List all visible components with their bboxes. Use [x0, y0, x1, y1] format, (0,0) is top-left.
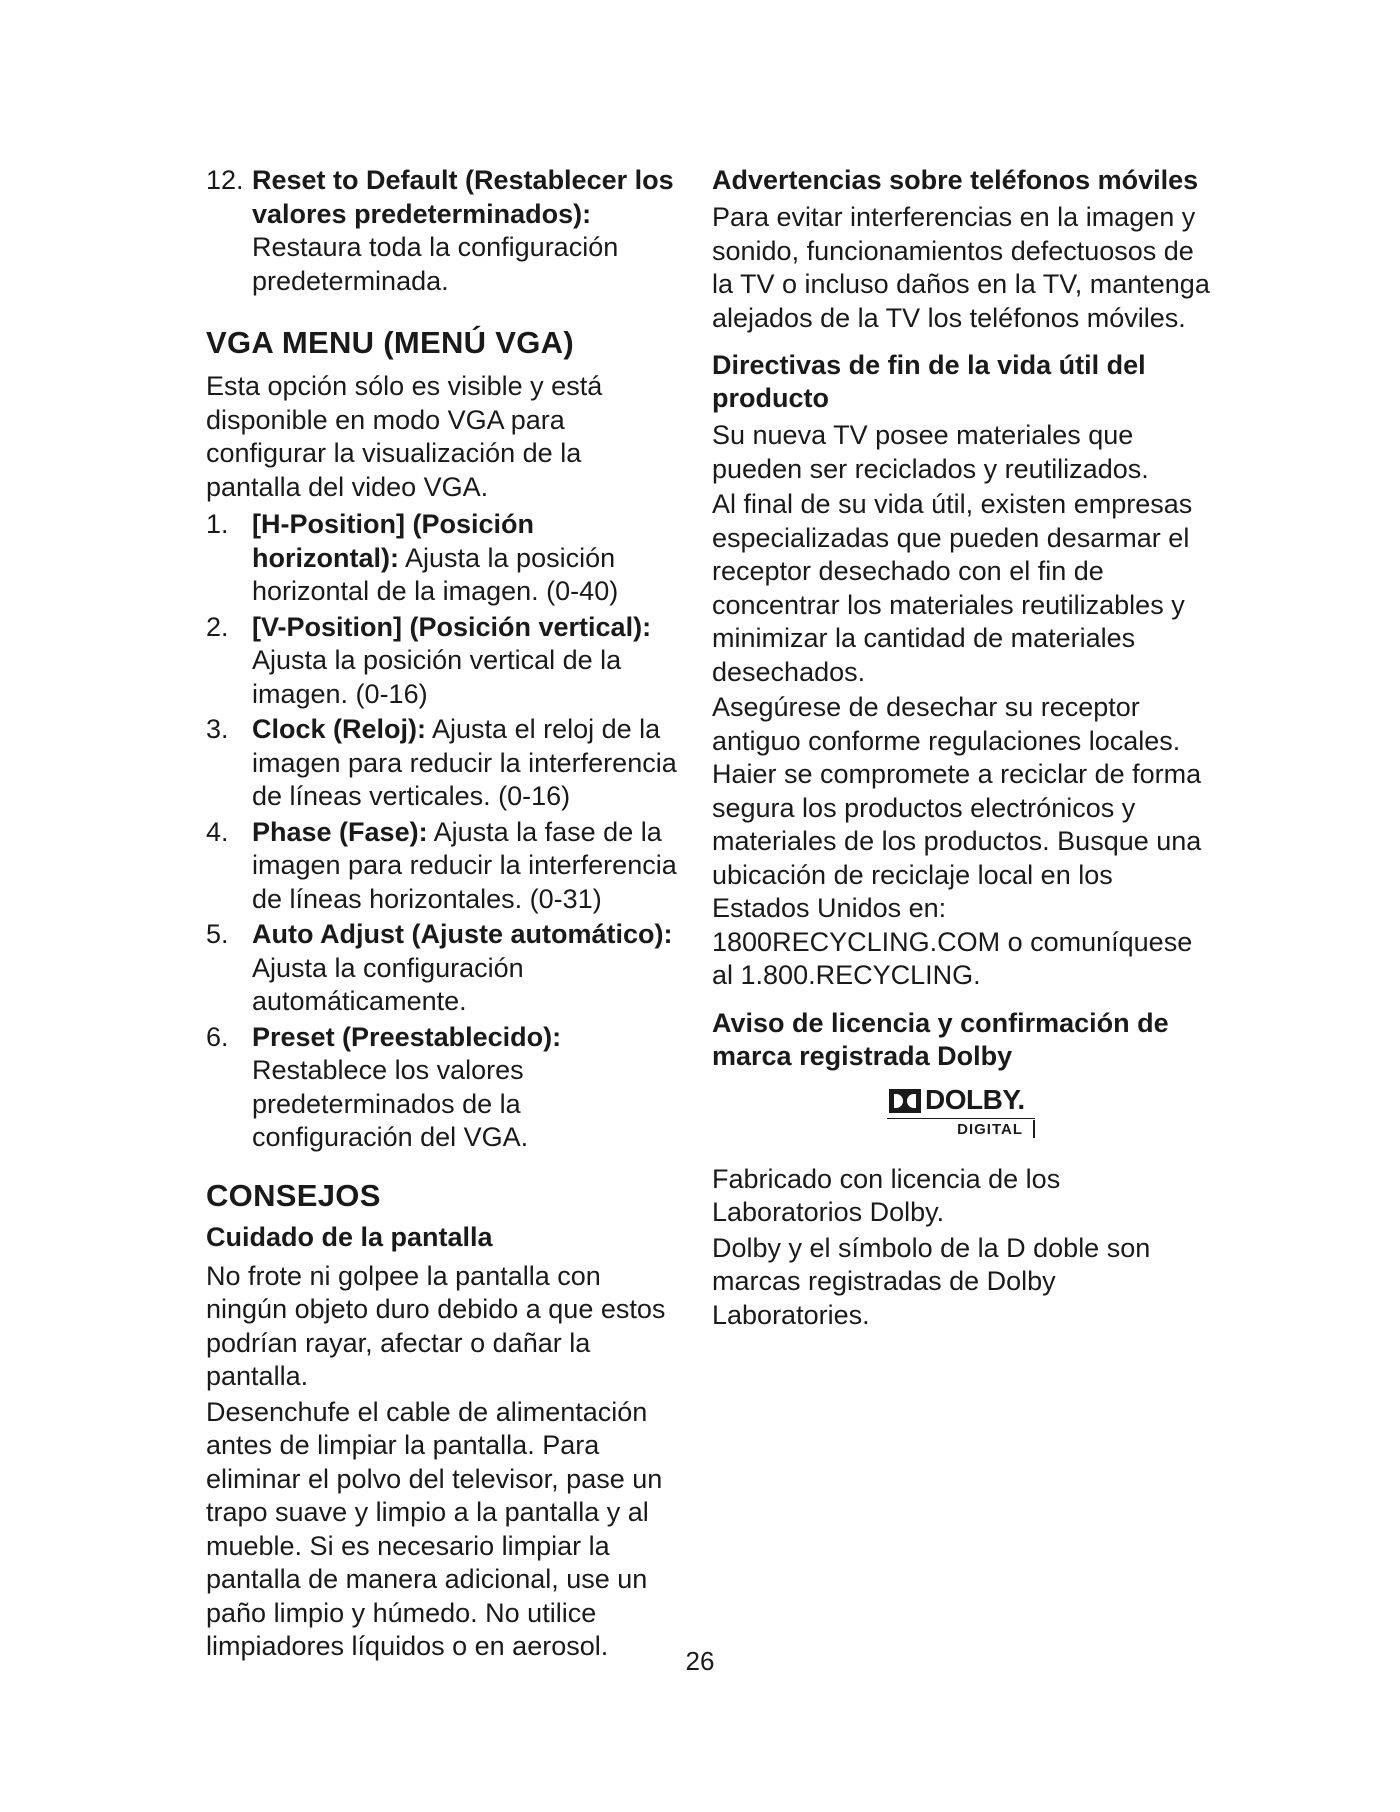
item-number: 6.: [206, 1021, 229, 1052]
dolby-logo: [712, 1083, 1212, 1139]
list-item: [206, 508, 681, 609]
item-title: Clock (Reloj):: [252, 714, 427, 744]
section-heading-consejos: CONSEJOS: [206, 1177, 381, 1213]
item-title: Phase (Fase):: [252, 816, 428, 847]
item-number: 2.: [206, 611, 229, 642]
item-text: Ajusta la configuración automáticamente.: [252, 952, 524, 1016]
item-number: 1.: [206, 509, 229, 539]
item-number: 12.: [206, 165, 244, 195]
vga-intro: Esta opción sólo es visible y está disponible en modo VGA para configurar la visualización de la pantalla del video VGA.: [206, 371, 603, 502]
subheading-moviles: Advertencias sobre teléfonos móviles: [712, 165, 1199, 195]
dolby-logo-rule: [887, 1118, 1035, 1119]
paragraph: Su nueva TV posee materiales que pueden ser reciclados y reutilizados.: [712, 420, 1149, 484]
item-text: Ajusta la posición horizontal de la imagen. (0-40): [252, 542, 619, 606]
item-text: Ajusta la posición vertical de la imagen. (0-16): [252, 645, 622, 709]
item-title: Preset (Preestablecido):: [252, 1021, 562, 1052]
dolby-logo-sub: DIGITAL: [957, 1120, 1023, 1138]
paragraph: Para evitar interferencias en la imagen y sonido, funcionamientos defectuosos de la TV o incluso daños en la TV, mantenga alejados de la TV los teléfonos móviles.: [712, 202, 1210, 333]
item-text: Restablece los valores predeterminados de la configuración del VGA.: [252, 1055, 529, 1152]
paragraph: Fabricado con licencia de los Laboratorios Dolby.: [712, 1163, 1061, 1227]
list-item: [206, 164, 681, 298]
list-item: [206, 816, 681, 917]
double-d-icon: [889, 1089, 921, 1113]
list-item: [206, 918, 681, 1019]
subheading-cuidado: Cuidado de la pantalla: [206, 1221, 493, 1252]
section-heading-vga: VGA MENU (MENÚ VGA): [206, 325, 574, 360]
item-text: Ajusta la fase de la imagen para reducir la interferencia de líneas horizontales. (0-31): [252, 816, 677, 914]
left-column: [206, 164, 681, 1664]
paragraph: Desenchufe el cable de alimentación antes de limpiar la pantalla. Para eliminar el polvo del televisor, pase un trapo suave y limpio a la pantalla y al mueble. Si es necesario limpiar la pantalla de manera adicional, use un paño limpio y húmedo. No utilice limpiadores líquidos o en aerosol.: [206, 1396, 663, 1661]
dolby-logo-tick: [1033, 1120, 1035, 1138]
item-title: [H-Position] (Posición horizontal):: [252, 509, 534, 573]
page-number: 26: [685, 1646, 715, 1676]
item-number: 4.: [206, 816, 229, 847]
list-item: [206, 713, 681, 814]
item-text: Ajusta el reloj de la imagen para reducir la interferencia de líneas verticales. (0-16): [252, 714, 677, 811]
item-title: Reset to Default (Restablecer los valores predeterminados):: [252, 165, 674, 229]
paragraph: Dolby y el símbolo de la D doble son marcas registradas de Dolby Laboratories.: [712, 1232, 1151, 1330]
item-number: 3.: [206, 714, 229, 744]
paragraph: Asegúrese de desechar su receptor antiguo conforme regulaciones locales. Haier se compromete a reciclar de forma segura los productos electrónicos y materiales de los productos. Busque una ubicación de reciclaje local en los Estados Unidos en: 1800RECYCLING.COM o comuníquese al 1.800.RECYCLING.: [712, 692, 1202, 990]
paragraph: Al final de su vida útil, existen empresas especializadas que pueden desarmar el receptor desechado con el fin de concentrar los materiales reutilizables y minimizar la cantidad de materiales desechados.: [712, 489, 1193, 687]
item-title: [V-Position] (Posición vertical):: [252, 611, 652, 642]
paragraph: No frote ni golpee la pantalla con ningún objeto duro debido a que estos podrían rayar, afectar o dañar la pantalla.: [206, 1260, 666, 1391]
subheading-directivas: Directivas de fin de la vida útil del producto: [712, 350, 1146, 413]
item-title: Auto Adjust (Ajuste automático):: [252, 919, 673, 949]
subheading-dolby: Aviso de licencia y confirmación de marca registrada Dolby: [712, 1007, 1169, 1071]
list-item: [206, 611, 681, 712]
item-number: 5.: [206, 919, 229, 949]
dolby-logo-word: DOLBY.: [925, 1083, 1025, 1115]
list-item: [206, 1021, 681, 1155]
right-column: [712, 164, 1212, 1332]
item-text: Restaura toda la configuración predeterminada.: [252, 232, 619, 296]
